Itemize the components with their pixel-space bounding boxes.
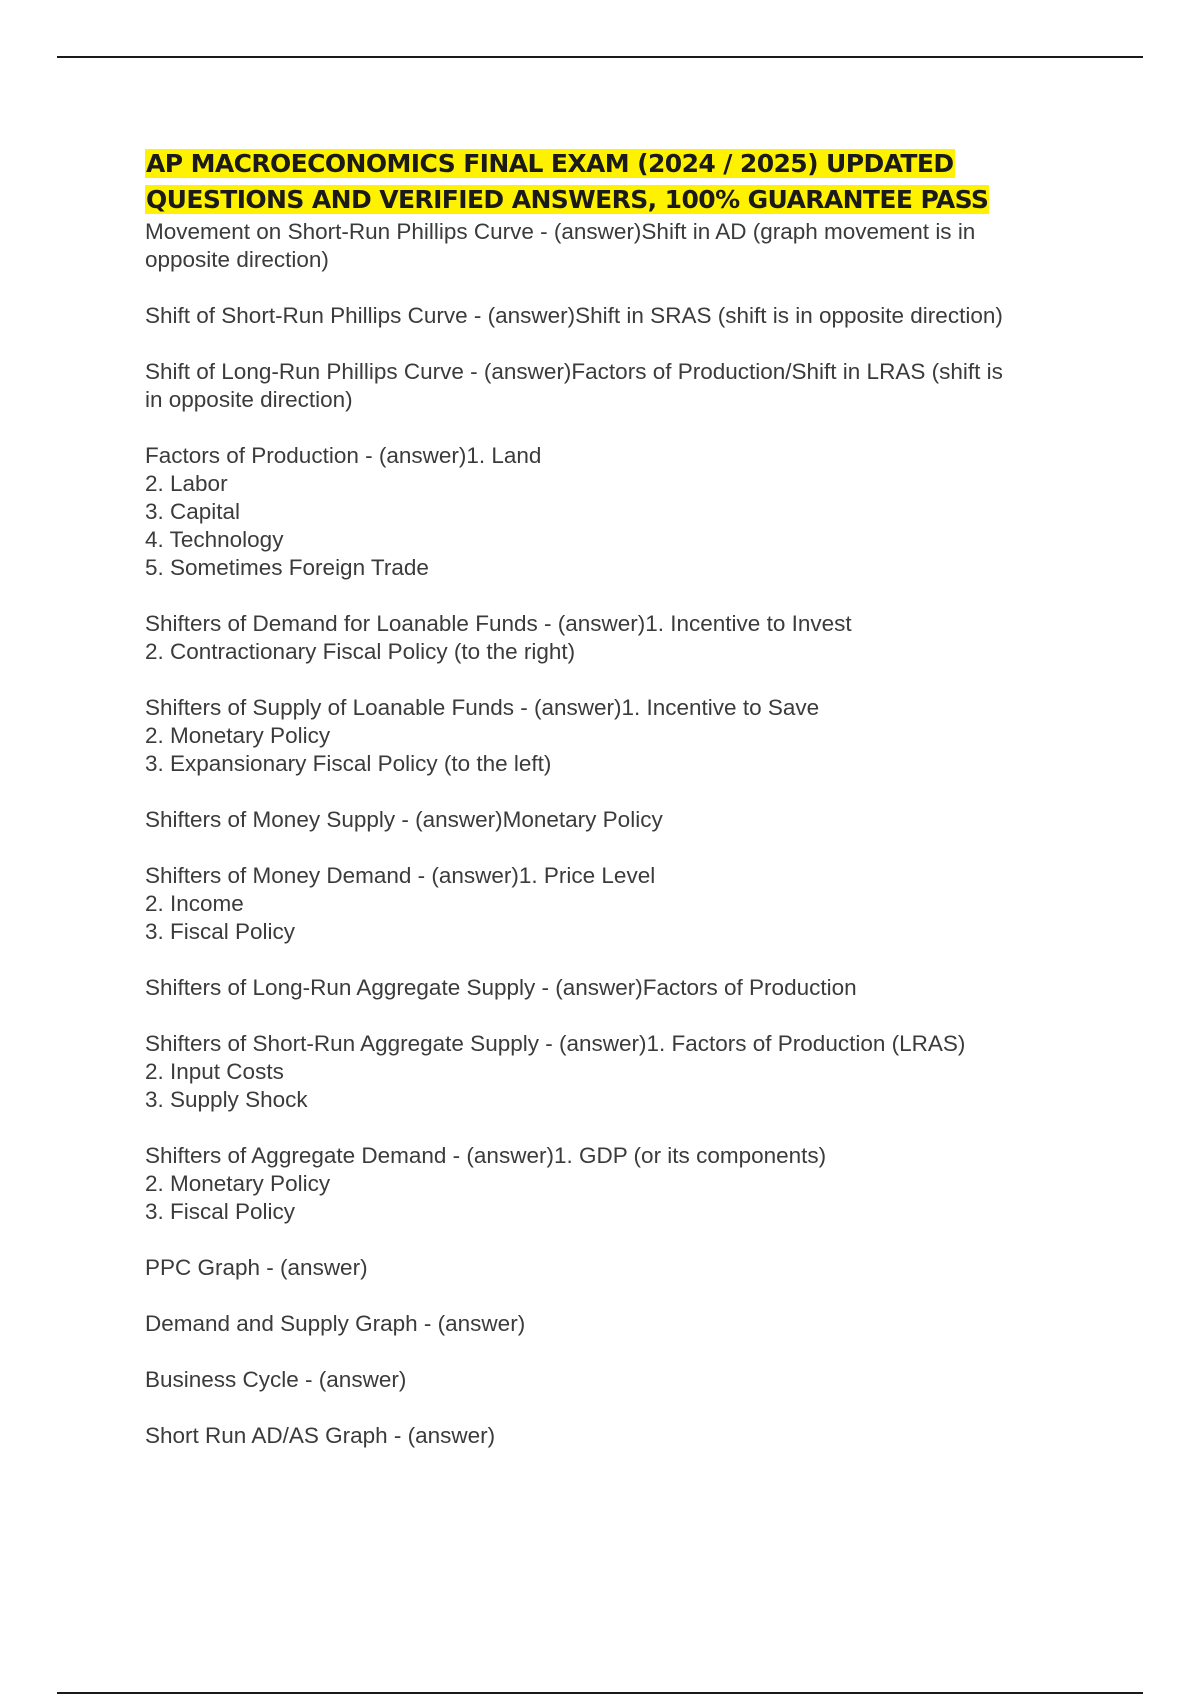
qa-entry bbox=[145, 610, 1085, 666]
qa-answer-line: in opposite direction) bbox=[145, 387, 353, 412]
qa-answer-line: 2. Monetary Policy bbox=[145, 723, 331, 748]
header-rule bbox=[57, 56, 1143, 58]
qa-entry bbox=[145, 694, 1085, 778]
qa-question-line: Shifters of Money Supply - (answer)Monetary Policy bbox=[145, 807, 663, 832]
qa-answer-line: 5. Sometimes Foreign Trade bbox=[145, 555, 429, 580]
qa-question-line: Shifters of Long-Run Aggregate Supply - (answer)Factors of Production bbox=[145, 975, 857, 1000]
qa-entry bbox=[145, 974, 1085, 1002]
qa-entry bbox=[145, 1254, 1085, 1282]
qa-answer-line: 2. Income bbox=[145, 891, 244, 916]
qa-question-line: Shifters of Short-Run Aggregate Supply - (answer)1. Factors of Production (LRAS) bbox=[145, 1031, 966, 1056]
qa-answer-line: 2. Monetary Policy bbox=[145, 1171, 331, 1196]
qa-question-line: Business Cycle - (answer) bbox=[145, 1367, 407, 1392]
qa-entry bbox=[145, 442, 1085, 582]
qa-entry bbox=[145, 1030, 1085, 1114]
qa-answer-line: 2. Labor bbox=[145, 471, 228, 496]
qa-answer-line: 2. Input Costs bbox=[145, 1059, 284, 1084]
document-title bbox=[145, 146, 1085, 218]
qa-question-line: Movement on Short-Run Phillips Curve - (answer)Shift in AD (graph movement is in bbox=[145, 219, 976, 244]
qa-question-line: Shift of Short-Run Phillips Curve - (answer)Shift in SRAS (shift is in opposite direction) bbox=[145, 303, 1003, 328]
qa-question-line: Factors of Production - (answer)1. Land bbox=[145, 443, 542, 468]
qa-answer-line: 3. Expansionary Fiscal Policy (to the left) bbox=[145, 751, 552, 776]
document-body bbox=[145, 146, 1085, 1478]
title-line-2: QUESTIONS AND VERIFIED ANSWERS, 100% GUARANTEE PASS bbox=[146, 185, 989, 214]
qa-entry bbox=[145, 302, 1085, 330]
qa-answer-line: 4. Technology bbox=[145, 527, 284, 552]
qa-entry bbox=[145, 1366, 1085, 1394]
qa-entry bbox=[145, 1422, 1085, 1450]
qa-question-line: Shifters of Aggregate Demand - (answer)1. GDP (or its components) bbox=[145, 1143, 827, 1168]
qa-question-line: Shifters of Demand for Loanable Funds - (answer)1. Incentive to Invest bbox=[145, 611, 852, 636]
qa-entry bbox=[145, 218, 1085, 274]
qa-question-line: Demand and Supply Graph - (answer) bbox=[145, 1311, 526, 1336]
footer-rule bbox=[57, 1692, 1143, 1694]
qa-answer-line: 2. Contractionary Fiscal Policy (to the right) bbox=[145, 639, 576, 664]
qa-question-line: Short Run AD/AS Graph - (answer) bbox=[145, 1423, 496, 1448]
qa-answer-line: 3. Capital bbox=[145, 499, 241, 524]
qa-answer-line: 3. Fiscal Policy bbox=[145, 919, 296, 944]
qa-entry bbox=[145, 1142, 1085, 1226]
qa-answer-line: 3. Supply Shock bbox=[145, 1087, 308, 1112]
qa-question-line: Shifters of Supply of Loanable Funds - (answer)1. Incentive to Save bbox=[145, 695, 820, 720]
qa-list bbox=[145, 218, 1085, 1450]
qa-question-line: PPC Graph - (answer) bbox=[145, 1255, 368, 1280]
title-line-1: AP MACROECONOMICS FINAL EXAM (2024 / 2025) UPDATED bbox=[146, 149, 954, 178]
qa-answer-line: opposite direction) bbox=[145, 247, 329, 272]
qa-entry bbox=[145, 358, 1085, 414]
qa-entry bbox=[145, 1310, 1085, 1338]
qa-entry bbox=[145, 806, 1085, 834]
qa-entry bbox=[145, 862, 1085, 946]
qa-question-line: Shift of Long-Run Phillips Curve - (answer)Factors of Production/Shift in LRAS (shift is bbox=[145, 359, 1003, 384]
qa-answer-line: 3. Fiscal Policy bbox=[145, 1199, 296, 1224]
qa-question-line: Shifters of Money Demand - (answer)1. Price Level bbox=[145, 863, 656, 888]
